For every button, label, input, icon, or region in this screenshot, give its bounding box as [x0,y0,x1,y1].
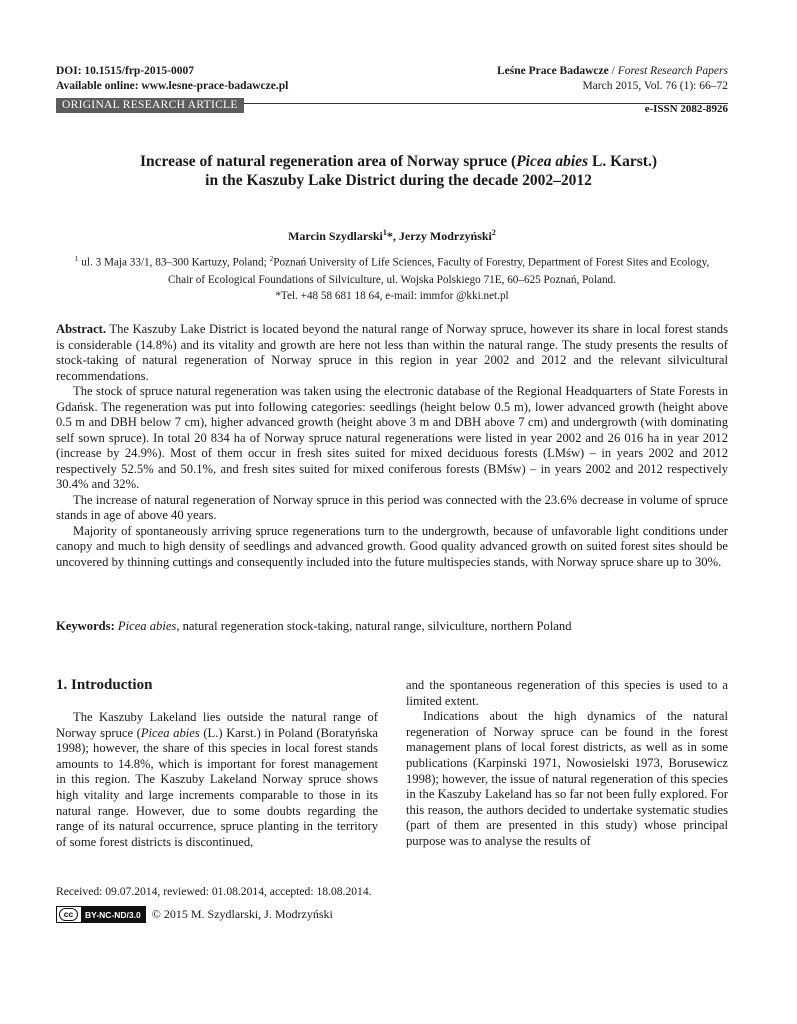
author-1: Marcin Szydlarski [288,229,383,243]
abstract-p4: Majority of spontaneously arriving spruce regenerations turn to the undergrowth, because of unfavorable light conditions under canopy and much to high density of seedlings and advanced growth. Good quality advanced growth on suited forest sites should be uncovered by thinning cuttings and consequently included into the future multispecies stands, with Norway spruce share up to 30%. [56,523,728,569]
keywords-label: Keywords: [56,619,115,633]
cc-license-badge[interactable] [56,906,146,923]
available-online: Available online: www.lesne-prace-badawcze.pl [56,80,289,92]
abstract [56,322,728,570]
title-part-b: L. Karst.) [588,153,657,170]
affil-1: ul. 3 Maja 33/1, 83–300 Kartuzy, Poland; [78,256,270,269]
journal-name-pl: Leśne Prace Badawcze [496,65,609,77]
corresponding-star: * [386,229,393,243]
journal-sep: / [608,65,618,77]
journal-name-en: Forest Research Papers [617,65,728,77]
paper-title [80,152,717,190]
received-dates: Received: 09.07.2014, reviewed: 01.08.2014, accepted: 18.08.2014. [56,885,372,898]
affil-2: Poznań University of Life Sciences, Faculty of Forestry, Department of Forest Sites and Ecology, Chair of Ecological Foundations of Silviculture, ul. Wojska Polskiego 71E, 60–625 Poznań, Poland. [168,256,710,286]
abstract-label: Abstract. [56,322,107,336]
intro-left-paragraph [56,710,378,850]
abstract-p2: The stock of spruce natural regeneration was taken using the electronic database of the Regional Headquarters of State Forests in Gdańsk. The regeneration was put into following categories: seedlings (height below 0.5 m), lower advanced growth (height above 0.5 m and DBH below 7 cm), higher advanced growth (height above 3 m and DBH above 7 cm) and undergrowth (with dominating self sown spruce). In total 20 834 ha of Norway spruce natural regenerations were listed in year 2002 and 26 016 ha in year 2012 (increase by 24.9%). Most of them occur in fresh sites suited for mixed deciduous forests (LMśw) – in years 2002 and 2012 respectively 52.5% and 50.1%, and fresh sites suited for mixed coniferous forests (BMśw) – in years 2002 and 2012 respectively 30.4% and 32%. [56,384,728,491]
intro-left-b: (L.) Karst.) in Poland (Boratyńska 1998); however, the share of this species in local forest stands amounts to 14.8%, which is important for forest management in this region. The Kaszuby Lakeland Norway spruce shows high vitality and large increments comparable to those in its natural range. However, due to some doubts regarding the range of its natural occurrence, spruce planting in the territory of some forest districts is discontinued, [56,725,378,849]
author-sep: , [392,229,399,243]
title-species: Picea abies [516,153,589,170]
issue-info: March 2015, Vol. 76 (1): 66–72 [582,80,728,92]
doi: DOI: 10.1515/frp-2015-0007 [56,65,194,77]
contact-info: *Tel. +48 58 681 18 64, e-mail: immfor @kki.net.pl [275,290,509,302]
abstract-p1: The Kaszuby Lake District is located beyond the natural range of Norway spruce, however its share in local forest stands is considerable (14.8%) and its vitality and growth are here not less than within the natural range. The study presents the results of stock-taking of natural regeneration of Norway spruce in this region in year 2002 and 2012 and the relevant silvicultural recommendations. [56,322,728,383]
journal-name [497,64,728,79]
author-1-sup: 1 [382,228,387,237]
creative-commons-icon: cc [59,908,78,921]
affil-1-sup: 1 [74,254,79,263]
section-heading-introduction: 1. Introduction [56,677,153,693]
affil-2-sup: 2 [269,254,274,263]
cc-license-text: BY-NC-ND/3.0 [81,907,145,922]
intro-right-p1: and the spontaneous regeneration of this species is used to a limited extent. [406,678,728,708]
column-right [406,678,728,850]
keywords [56,619,728,635]
keywords-species: Picea abies [114,619,177,633]
authors [56,228,728,244]
affiliations [70,250,714,289]
keywords-rest: , natural regeneration stock-taking, natural range, silviculture, northern Poland [176,619,572,633]
eissn: e-ISSN 2082-8926 [644,103,728,115]
license-line [56,906,333,923]
copyright: © 2015 M. Szydlarski, J. Modrzyński [151,907,333,921]
author-2: Jerzy Modrzyński [398,229,492,243]
title-line2: in the Kaszuby Lake District during the decade 2002–2012 [205,172,592,189]
intro-right-p2: Indications about the high dynamics of the natural regeneration of Norway spruce can be found in the forest management plans of local forest districts, as well as in some publications (Karpinski 1971, Nowosielski 1973, Borusewicz 1998); however, the issue of natural regeneration of this species in the Kaszuby Lakeland has so far not been fully explored. For this reason, the authors decided to undertake systematic studies (part of them are presented in this study) whose principal purpose was to analyse the results of [406,709,728,848]
intro-left-a: The Kaszuby Lakeland lies outside the natural range of Norway spruce ( [56,710,378,740]
author-2-sup: 2 [491,228,496,237]
title-part-a: Increase of natural regeneration area of Norway spruce ( [139,153,517,170]
column-left [56,676,378,850]
abstract-p3: The increase of natural regeneration of Norway spruce in this period was connected with the 23.6% decrease in volume of spruce stands in age of above 40 years. [56,492,728,522]
article-type-badge: ORIGINAL RESEARCH ARTICLE [56,98,244,113]
intro-left-species: Picea abies [140,725,200,740]
